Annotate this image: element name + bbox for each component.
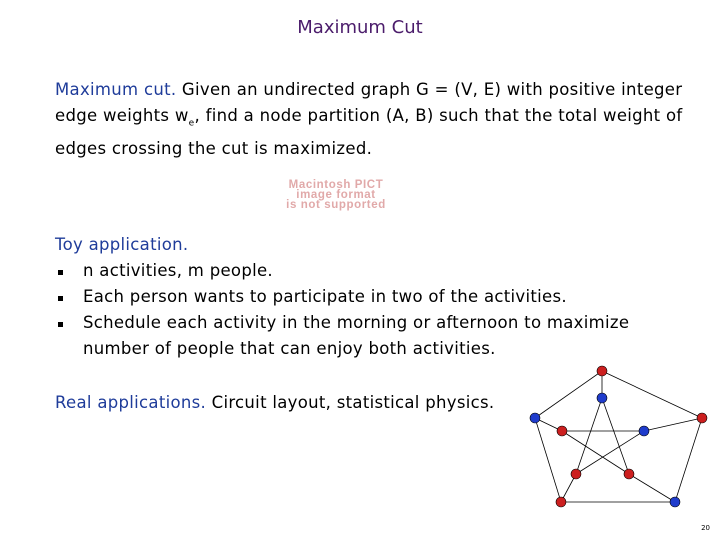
definition-subscript: e — [188, 118, 195, 129]
bullet-square-icon — [58, 322, 63, 327]
slide-title: Maximum Cut — [297, 17, 423, 38]
definition-text-2: , find a node partition (A, B) such that the total weight of edges crossing the cut is maximized. — [55, 106, 683, 159]
definition-term: Maximum cut. — [55, 80, 177, 99]
bullet-text: n activities, m people. — [83, 261, 273, 280]
definition-paragraph — [55, 77, 695, 162]
definition-text-1: Given an undirected graph G = (V, E) with positive integer edge weights w — [55, 80, 683, 125]
real-term: Real applications. — [55, 393, 207, 412]
graph-node-blue — [597, 393, 607, 403]
placeholder-line-3: is not supported — [286, 199, 386, 211]
graph-node-blue — [639, 426, 649, 436]
bullet-text: Each person wants to participate in two of the activities. — [83, 287, 567, 306]
placeholder-line-1: Macintosh PICT — [288, 179, 384, 191]
petersen-graph-figure — [525, 360, 715, 520]
real-text: Circuit layout, statistical physics. — [206, 393, 495, 412]
unsupported-image-placeholder — [257, 180, 415, 222]
graph-node-red — [624, 469, 634, 479]
bullet-item — [55, 284, 643, 310]
graph-node-red — [697, 413, 707, 423]
bullet-item — [55, 310, 643, 362]
placeholder-line-2: image format — [296, 189, 376, 201]
graph-node-red — [597, 366, 607, 376]
real-applications — [55, 390, 494, 416]
bullet-item — [55, 258, 643, 284]
bullet-square-icon — [58, 296, 63, 301]
graph-node-red — [557, 426, 567, 436]
graph-node-red — [556, 497, 566, 507]
graph-node-blue — [530, 413, 540, 423]
bullet-text: Schedule each activity in the morning or afternoon to maximize number of people that can enjoy both activities. — [83, 313, 630, 358]
graph-edges — [535, 371, 702, 502]
toy-bullet-list — [55, 258, 643, 362]
graph-node-blue — [670, 497, 680, 507]
bullet-square-icon — [58, 270, 63, 275]
page-number: 20 — [701, 524, 710, 532]
graph-node-red — [571, 469, 581, 479]
toy-heading: Toy application. — [55, 235, 189, 254]
